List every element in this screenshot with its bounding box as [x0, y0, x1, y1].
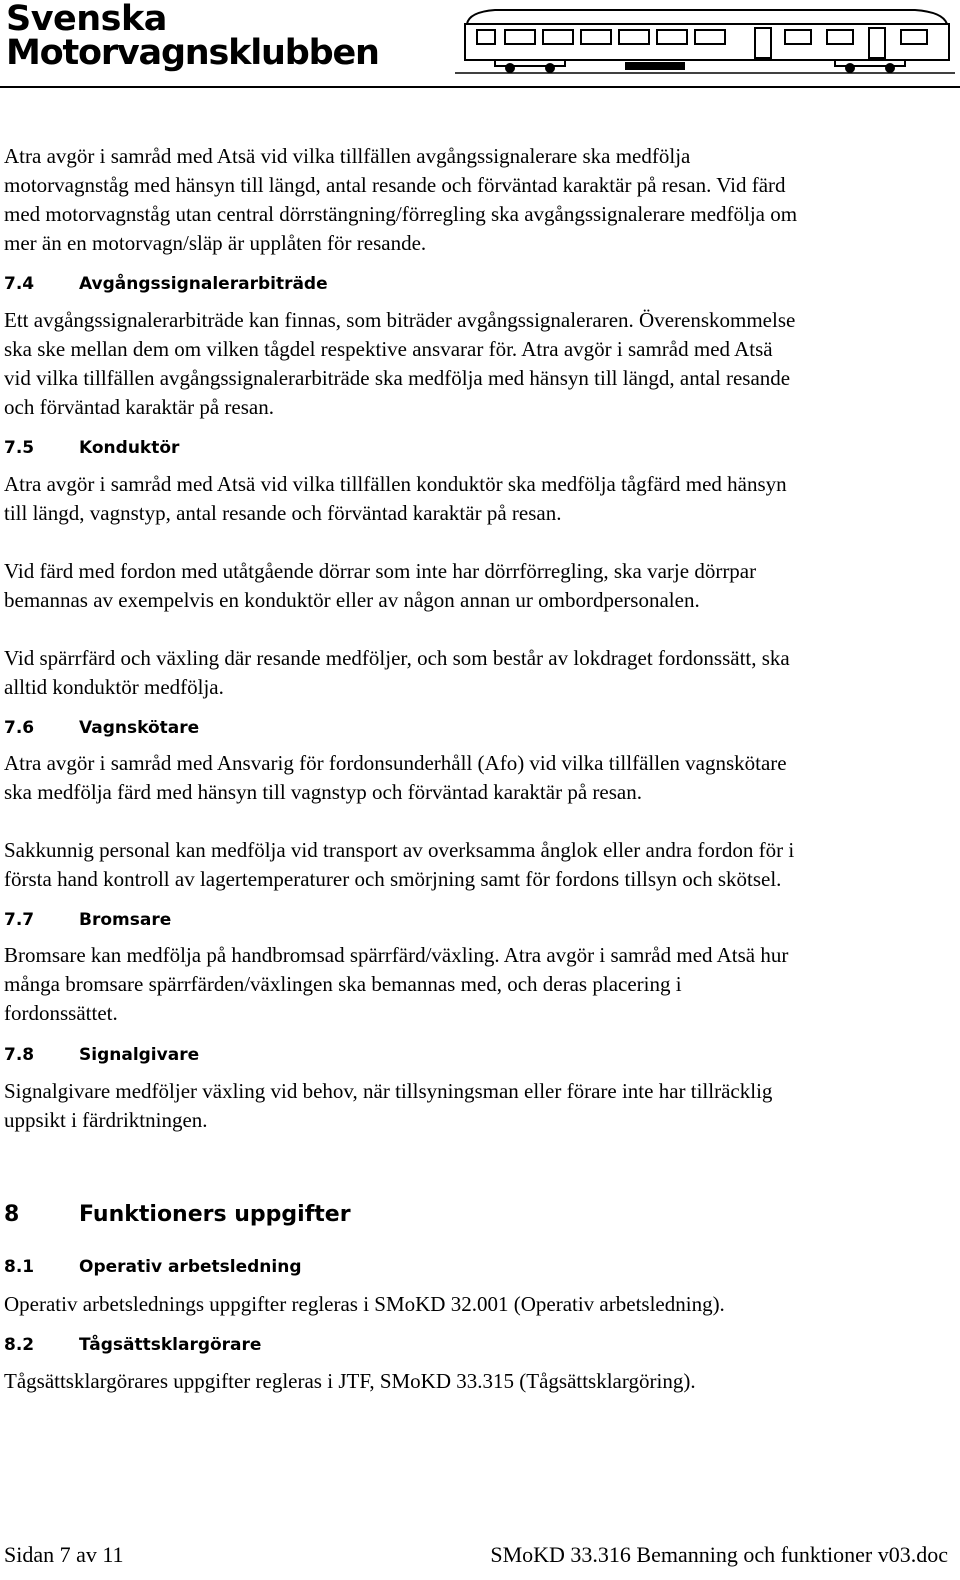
club-logo	[6, 0, 436, 73]
heading-7-8	[4, 1044, 956, 1066]
text-line: Ett avgångssignalerarbiträde kan finnas, som biträder avgångssignaleraren. Överenskommelse	[4, 308, 796, 332]
paragraph-7-4	[4, 306, 956, 422]
paragraph-7-8	[4, 1077, 956, 1135]
text-line: Signalgivare medföljer växling vid behov, när tillsyningsman eller förare inte har tillräcklig	[4, 1079, 773, 1103]
heading-7-4	[4, 273, 956, 295]
text-line: Operativ arbetslednings uppgifter regleras i SMoKD 32.001 (Operativ arbetsledning).	[4, 1292, 725, 1316]
logo-line-1: Svenska	[6, 0, 167, 39]
text-line: vid vilka tillfällen avgångssignalerarbiträde ska medfölja med hänsyn till längd, antal resande	[4, 366, 791, 390]
section-number: 8.1	[4, 1257, 35, 1277]
section-number: 7.4	[4, 274, 35, 294]
page-footer	[4, 1541, 954, 1569]
section-title: Vagnskötare	[79, 718, 200, 738]
section-number: 7.6	[4, 718, 35, 738]
section-title: Tågsättsklargörare	[79, 1335, 262, 1355]
text-line: mer än en motorvagn/släp är upplåten för resande.	[4, 231, 427, 255]
section-number: 8	[4, 1202, 20, 1227]
logo-line-2: Motorvagnsklubben	[6, 33, 379, 73]
section-title: Bromsare	[79, 910, 172, 930]
section-title: Avgångssignalerarbiträde	[79, 274, 328, 294]
heading-8-2	[4, 1334, 956, 1356]
text-line: många bromsare spärrfärden/växlingen ska bemannas med, och deras placering i	[4, 972, 682, 996]
text-line: med motorvagnståg utan central dörrstängning/förregling ska avgångssignalerare medfölja om	[4, 202, 798, 226]
railcar-illustration	[455, 4, 955, 74]
text-line: till längd, vagnstyp, antal resande och förväntad karaktär på resan.	[4, 501, 562, 525]
paragraph-intro	[4, 142, 956, 258]
section-number: 7.7	[4, 910, 35, 930]
paragraph-8-1	[4, 1290, 956, 1319]
text-line: Atra avgör i samråd med Ansvarig för fordonsunderhåll (Afo) vid vilka tillfällen vagnskötare	[4, 751, 787, 775]
page-number: Sidan 7 av 11	[4, 1542, 124, 1567]
text-line: Vid färd med fordon med utåtgående dörrar som inte har dörrförregling, ska varje dörrpar	[4, 559, 757, 583]
paragraph-7-6a	[4, 749, 956, 807]
heading-7-7	[4, 909, 956, 931]
paragraph-7-5c	[4, 644, 956, 702]
text-line: ska medfölja färd med hänsyn till vagnstyp och förväntad karaktär på resan.	[4, 780, 642, 804]
section-number: 8.2	[4, 1335, 35, 1355]
text-line: Sakkunnig personal kan medfölja vid transport av overksamma ånglok eller andra fordon för i	[4, 838, 795, 862]
text-line: Vid spärrfärd och växling där resande medföljer, och som består av lokdraget fordonssätt, ska	[4, 646, 790, 670]
section-title: Funktioners uppgifter	[79, 1202, 351, 1227]
header-rule	[0, 86, 960, 88]
section-number: 7.5	[4, 438, 35, 458]
paragraph-7-7	[4, 941, 956, 1028]
text-line: bemannas av exempelvis en konduktör eller av någon annan ur ombordpersonalen.	[4, 588, 700, 612]
text-line: fordonssättet.	[4, 1001, 118, 1025]
text-line: alltid konduktör medfölja.	[4, 675, 224, 699]
document-name: SMoKD 33.316 Bemanning och funktioner v03.doc	[490, 1542, 948, 1567]
heading-8	[4, 1201, 956, 1229]
heading-8-1	[4, 1256, 956, 1278]
paragraph-7-5b	[4, 557, 956, 615]
text-line: och förväntad karaktär på resan.	[4, 395, 274, 419]
section-title: Signalgivare	[79, 1045, 200, 1065]
text-line: uppsikt i färdriktningen.	[4, 1108, 208, 1132]
text-line: Tågsättsklargörares uppgifter regleras i JTF, SMoKD 33.315 (Tågsättsklargöring).	[4, 1369, 696, 1393]
section-title: Konduktör	[79, 438, 180, 458]
paragraph-7-5a	[4, 470, 956, 528]
heading-7-6	[4, 717, 956, 739]
text-line: Atra avgör i samråd med Atsä vid vilka tillfällen avgångssignalerare ska medfölja	[4, 144, 691, 168]
text-line: motorvagnståg med hänsyn till längd, antal resande och förväntad karaktär på resan. Vid färd	[4, 173, 786, 197]
text-line: Atra avgör i samråd med Atsä vid vilka tillfällen konduktör ska medfölja tågfärd med hänsyn	[4, 472, 787, 496]
section-title: Operativ arbetsledning	[79, 1257, 302, 1277]
section-number: 7.8	[4, 1045, 35, 1065]
paragraph-7-6b	[4, 836, 956, 894]
text-line: ska ske mellan dem om vilken tågdel respektive ansvarar för. Atra avgör i samråd med Atsä	[4, 337, 773, 361]
text-line: Bromsare kan medfölja på handbromsad spärrfärd/växling. Atra avgör i samråd med Atsä hur	[4, 943, 789, 967]
heading-7-5	[4, 437, 956, 459]
paragraph-8-2	[4, 1367, 956, 1396]
text-line: första hand kontroll av lagertemperaturer och smörjning samt för fordons tillsyn och skötsel.	[4, 867, 782, 891]
